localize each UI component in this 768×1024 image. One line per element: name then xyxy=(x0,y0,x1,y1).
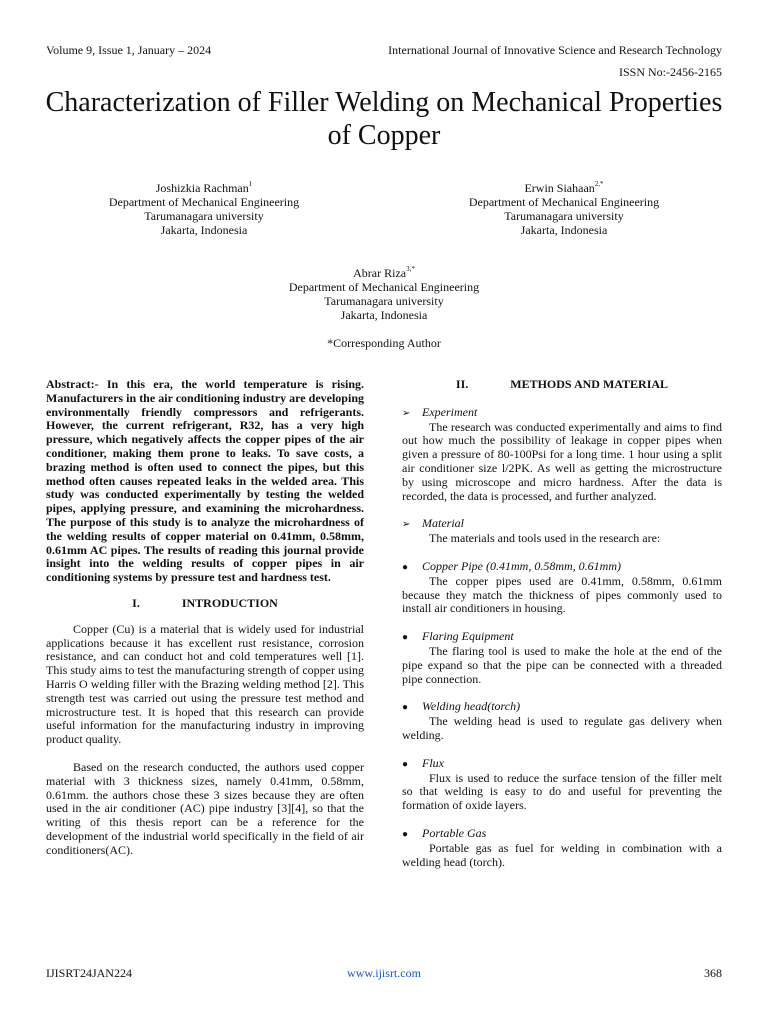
dot-bullet-icon: ● xyxy=(402,758,409,770)
footer-paper-code: IJISRT24JAN224 xyxy=(46,966,132,980)
subsection-text: The materials and tools used in the research are: xyxy=(429,531,661,546)
dot-bullet-icon: ● xyxy=(402,828,409,840)
dot-bullet-icon: ● xyxy=(402,702,409,714)
list-item-welding-head xyxy=(402,700,722,715)
author-block-1 xyxy=(60,181,348,237)
arrow-bullet-icon: ➢ xyxy=(402,519,411,531)
item-text: The welding head is used to regulate gas delivery when welding. xyxy=(402,714,722,742)
author-city: Jakarta, Indonesia xyxy=(520,223,608,237)
list-item-portable-gas xyxy=(402,827,722,842)
item-label: Portable Gas xyxy=(422,825,487,840)
dot-bullet-icon: ● xyxy=(402,561,409,573)
footer-page-number: 368 xyxy=(704,966,722,980)
author-univ: Tarumanagara university xyxy=(144,209,264,223)
author-dept: Department of Mechanical Engineering xyxy=(108,195,300,209)
list-item-flaring-equipment xyxy=(402,630,722,645)
author-name: Joshizkia Rachman$^1$ xyxy=(155,180,253,195)
author-dept: Department of Mechanical Engineering xyxy=(468,195,660,209)
subsection-experiment xyxy=(402,406,722,421)
author-name: Abrar Riza$^{3,*}$ xyxy=(353,265,415,280)
author-city: Jakarta, Indonesia xyxy=(160,223,248,237)
footer-website-link[interactable]: www.ijisrt.com xyxy=(347,966,421,980)
subsection-label: Experiment xyxy=(422,404,478,419)
right-column xyxy=(402,378,722,883)
item-text: The flaring tool is used to make the hole at the end of the pipe expand so that the pipe can be connected with a threaded pipe connection. xyxy=(402,643,722,686)
item-label: Welding head(torch) xyxy=(422,699,521,714)
author-city: Jakarta, Indonesia xyxy=(340,308,428,322)
author-dept: Department of Mechanical Engineering xyxy=(288,280,480,294)
item-label: Copper Pipe (0.41mm, 0.58mm, 0.61mm) xyxy=(422,558,621,573)
item-text: Flux is used to reduce the surface tension of the filler melt so that welding is easy to do and useful for preventing the formation of oxide layers. xyxy=(402,770,722,813)
author-block-2 xyxy=(420,181,708,237)
list-item-copper-pipe xyxy=(402,560,722,575)
item-text: Portable gas as fuel for welding in combination with a welding head (torch). xyxy=(402,840,722,869)
section-heading-methods: II. METHODS AND MATERIAL xyxy=(455,377,669,391)
author-block-3 xyxy=(240,266,528,322)
item-text: The copper pipes used are 0.41mm, 0.58mm, 0.61mm because they match the thickness of pipes commonly used to install air conditioners in housing. xyxy=(402,573,722,616)
section-heading-introduction: I. INTRODUCTION xyxy=(132,595,278,610)
item-label: Flaring Equipment xyxy=(422,629,514,644)
paper-title: Characterization of Filler Welding on Mechanical Properties of Copper xyxy=(45,87,723,151)
item-label: Flux xyxy=(422,755,444,770)
subsection-material xyxy=(402,517,722,532)
arrow-bullet-icon: ➢ xyxy=(402,407,411,419)
header-volume: Volume 9, Issue 1, January – 2024 xyxy=(46,43,212,57)
corresponding-author-note: *Corresponding Author xyxy=(327,336,441,350)
list-item-flux xyxy=(402,757,722,772)
subsection-text: The research was conducted experimentally and aims to find out how much the possibility of leakage in copper pipes when given a pressure of 80-100Psi for a long time. 1 hour using a split air conditioner size l/2PK. As well as getting the microstructure by using microscope and micro hardness. After the data is recorded, the data is processed, and further analyzed. xyxy=(402,419,722,503)
subsection-label: Material xyxy=(422,516,464,531)
abstract: Abstract:- In this era, the world temperature is rising. Manufacturers in the air conditioning industry are developing environmentally friendly compressors and refrigerants. However, the current refrigerant, R32, has a very high pressure, which negatively affects the copper pipes of the air conditioner, making them prone to leaks. To save costs, a brazing method is often used to connect the pipes, but this method often causes repeated leaks in the welded area. This study was conducted experimentally by testing the welded pipes, applying pressure, and examining the microhardness. The purpose of this study is to analyze the microhardness of the welding results of copper material on 0.41mm, 0.58mm, 0.61mm AC pipes. The results of reading this journal provide insight into the welding results of copper pipes in air conditioning systems by pressure test and hardness test. xyxy=(46,377,364,585)
dot-bullet-icon: ● xyxy=(402,632,409,644)
left-column xyxy=(46,378,364,872)
author-univ: Tarumanagara university xyxy=(324,294,444,308)
author-name: Erwin Siahaan$^{2,*}$ xyxy=(524,180,604,195)
header-journal: International Journal of Innovative Science and Research Technology xyxy=(388,43,722,57)
intro-paragraph-1: Copper (Cu) is a material that is widely used for industrial applications because it has excellent rust resistance, corrosion resistance, and can conduct hot and cold temperatures well [1]. This study aims to test the manufacturing strength of copper using Harris O welding filler with the Brazing welding method [2]. This strength test was carried out using the pressure test method and microstructure test. It is hoped that this research can provide useful information for the manufacturing industry in improving product quality. xyxy=(46,621,364,747)
intro-paragraph-2: Based on the research conducted, the authors used copper material with 3 thickness sizes, namely 0.41mm, 0.58mm, 0.61mm. the authors chose these 3 sizes because they are often used in the air conditioner (AC) pipe industry [3][4], so that the writing of this thesis report can be a reference for the development of the industrial world specifically in the field of air conditioners(AC). xyxy=(46,759,364,857)
header-issn: ISSN No:-2456-2165 xyxy=(618,65,722,79)
author-univ: Tarumanagara university xyxy=(504,209,624,223)
